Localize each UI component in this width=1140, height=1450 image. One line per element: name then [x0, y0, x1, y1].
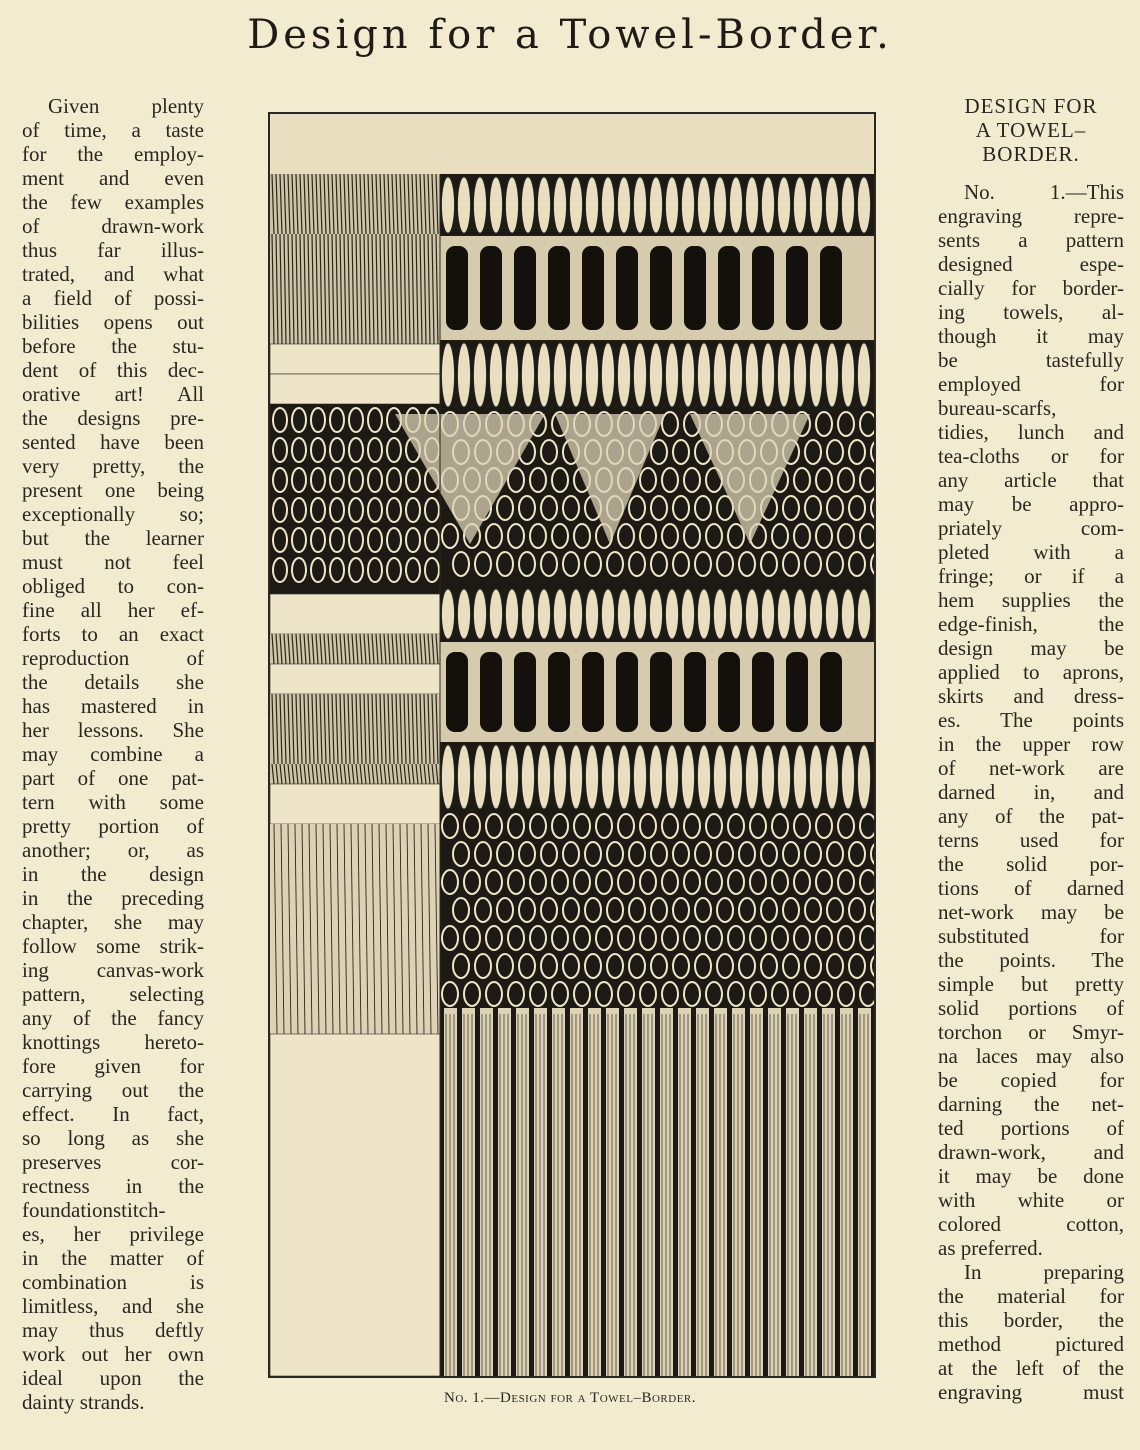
thread-cluster: [554, 343, 567, 407]
thread-cluster: [554, 589, 567, 639]
left-column-line: a field of possi-: [22, 286, 204, 310]
right-column-line: design may be: [938, 636, 1124, 660]
thread-cluster: [554, 745, 567, 809]
dark-opening: [650, 652, 672, 732]
thread-cluster: [602, 343, 615, 407]
thread-cluster: [650, 343, 663, 407]
thread-cluster: [474, 343, 487, 407]
right-column-line: this border, the: [938, 1308, 1124, 1332]
side-heading-line: A TOWEL–: [975, 118, 1087, 142]
thread-cluster: [538, 343, 551, 407]
right-column-line: tidies, lunch and: [938, 420, 1124, 444]
left-column-line: the details she: [22, 670, 204, 694]
right-column-line: na laces may also: [938, 1044, 1124, 1068]
thread-cluster: [762, 745, 775, 809]
thread-band: [270, 694, 440, 764]
dark-opening: [820, 246, 842, 330]
thread-cluster: [490, 745, 503, 809]
right-column-line: in the upper row: [938, 732, 1124, 756]
thread-cluster: [698, 343, 711, 407]
left-column-line: in the preceding: [22, 886, 204, 910]
thread-cluster: [682, 589, 695, 639]
thread-cluster: [730, 589, 743, 639]
thread-cluster: [618, 745, 631, 809]
right-column-line: darned in, and: [938, 780, 1124, 804]
thread-cluster: [794, 589, 807, 639]
right-column-line: sents a pattern: [938, 228, 1124, 252]
thread-cluster: [826, 343, 839, 407]
thread-cluster: [842, 745, 855, 809]
thread-cluster: [698, 589, 711, 639]
thread-cluster: [666, 177, 679, 233]
dark-opening: [582, 652, 604, 732]
left-column-line: before the stu-: [22, 334, 204, 358]
thread-cluster: [794, 177, 807, 233]
thread-cluster: [714, 343, 727, 407]
cloth-band: [270, 344, 440, 374]
right-column-line: any article that: [938, 468, 1124, 492]
left-column-line: thus far illus-: [22, 238, 204, 262]
thread-cluster: [714, 177, 727, 233]
thread-cluster: [842, 177, 855, 233]
thread-cluster: [810, 343, 823, 407]
thread-cluster: [698, 745, 711, 809]
thread-cluster: [602, 745, 615, 809]
left-column-line: carrying out the: [22, 1078, 204, 1102]
thread-cluster: [730, 177, 743, 233]
thread-band: [270, 634, 440, 664]
right-column-line: simple but pretty: [938, 972, 1124, 996]
thread-cluster: [730, 343, 743, 407]
right-column-line: edge-finish, the: [938, 612, 1124, 636]
right-column-line: fringe; or if a: [938, 564, 1124, 588]
right-column-line: though it may: [938, 324, 1124, 348]
left-column-line: the designs pre-: [22, 406, 204, 430]
left-column-line: for the employ-: [22, 142, 204, 166]
thread-cluster: [810, 589, 823, 639]
left-column-line: knottings hereto-: [22, 1030, 204, 1054]
thread-band: [270, 174, 440, 234]
thread-cluster: [666, 745, 679, 809]
thread-cluster: [602, 177, 615, 233]
thread-cluster: [474, 745, 487, 809]
dark-opening: [684, 246, 706, 330]
right-column-line: pleted with a: [938, 540, 1124, 564]
cloth-band: [270, 594, 440, 634]
thread-cluster: [458, 343, 471, 407]
page-title: Design for a Towel-Border.: [247, 12, 893, 58]
thread-cluster: [762, 343, 775, 407]
thread-cluster: [474, 177, 487, 233]
left-column-line: has mastered in: [22, 694, 204, 718]
left-column-line: combination is: [22, 1270, 204, 1294]
right-column-line: at the left of the: [938, 1356, 1124, 1380]
thread-cluster: [746, 343, 759, 407]
right-column-line: ing towels, al-: [938, 300, 1124, 324]
left-column-line: Given plenty: [48, 94, 204, 118]
right-column-line: the material for: [938, 1284, 1124, 1308]
cloth-band: [270, 664, 440, 694]
right-column-line: tions of darned: [938, 876, 1124, 900]
right-column-line: the solid por-: [938, 852, 1124, 876]
thread-cluster: [778, 343, 791, 407]
dark-opening: [752, 246, 774, 330]
left-column-line: must not feel: [22, 550, 204, 574]
thread-cluster: [682, 745, 695, 809]
thread-cluster: [586, 589, 599, 639]
left-column-line: the few examples: [22, 190, 204, 214]
right-column-line: engraving repre-: [938, 204, 1124, 228]
thread-cluster: [842, 589, 855, 639]
thread-cluster: [490, 589, 503, 639]
left-column-line: another; or, as: [22, 838, 204, 862]
right-column-line: hem supplies the: [938, 588, 1124, 612]
left-column-line: bilities opens out: [22, 310, 204, 334]
left-column-line: obliged to con-: [22, 574, 204, 598]
thread-cluster: [506, 745, 519, 809]
right-column-line: designed espe-: [938, 252, 1124, 276]
thread-cluster: [810, 177, 823, 233]
thread-cluster: [634, 343, 647, 407]
thread-cluster: [458, 177, 471, 233]
thread-cluster: [746, 177, 759, 233]
thread-cluster: [650, 177, 663, 233]
thread-cluster: [458, 589, 471, 639]
left-column-line: effect. In fact,: [22, 1102, 204, 1126]
side-heading-line: BORDER.: [982, 142, 1080, 166]
thread-cluster: [570, 589, 583, 639]
left-column-line: forts to an exact: [22, 622, 204, 646]
thread-cluster: [634, 745, 647, 809]
left-column-line: rectness in the: [22, 1174, 204, 1198]
thread-cluster: [730, 745, 743, 809]
thread-cluster: [522, 177, 535, 233]
thread-cluster: [650, 589, 663, 639]
right-column-line: priately com-: [938, 516, 1124, 540]
left-column-line: reproduction of: [22, 646, 204, 670]
dark-opening: [446, 246, 468, 330]
left-column-line: her lessons. She: [22, 718, 204, 742]
dark-opening: [548, 246, 570, 330]
side-heading-line: DESIGN FOR: [964, 94, 1098, 118]
right-column-line: tea-cloths or for: [938, 444, 1124, 468]
dark-opening: [820, 652, 842, 732]
thread-cluster: [714, 745, 727, 809]
left-column-line: very pretty, the: [22, 454, 204, 478]
thread-cluster: [458, 745, 471, 809]
top-hem: [270, 114, 874, 174]
towel-border-engraving: [268, 112, 876, 1378]
thread-cluster: [570, 745, 583, 809]
thread-cluster: [522, 745, 535, 809]
left-column-line: ideal upon the: [22, 1366, 204, 1390]
thread-cluster: [826, 589, 839, 639]
left-column-line: so long as she: [22, 1126, 204, 1150]
right-column-line: skirts and dress-: [938, 684, 1124, 708]
cloth-band: [270, 374, 440, 404]
dark-opening: [480, 246, 502, 330]
right-column-line: torchon or Smyr-: [938, 1020, 1124, 1044]
dark-opening: [480, 652, 502, 732]
drawn-work-illustration: [270, 114, 874, 1376]
left-column-line: sented have been: [22, 430, 204, 454]
dark-opening: [786, 652, 808, 732]
thread-cluster: [490, 177, 503, 233]
thread-cluster: [522, 589, 535, 639]
right-column-line: employed for: [938, 372, 1124, 396]
thread-cluster: [538, 177, 551, 233]
thread-cluster: [810, 745, 823, 809]
side-heading: [938, 94, 1124, 166]
thread-cluster: [442, 343, 455, 407]
thread-cluster: [858, 343, 871, 407]
thread-cluster: [794, 745, 807, 809]
thread-cluster: [602, 589, 615, 639]
right-column-line: engraving must: [938, 1380, 1124, 1404]
thread-cluster: [778, 589, 791, 639]
right-column-line: solid portions of: [938, 996, 1124, 1020]
body-text-right-column: [938, 94, 1124, 1404]
right-column-line: may be appro-: [938, 492, 1124, 516]
left-column-line: ing canvas-work: [22, 958, 204, 982]
right-column-line: terns used for: [938, 828, 1124, 852]
left-column-line: of time, a taste: [22, 118, 204, 142]
right-column-line: drawn-work, and: [938, 1140, 1124, 1164]
thread-cluster: [746, 589, 759, 639]
left-column-line: es, her privilege: [22, 1222, 204, 1246]
thread-cluster: [506, 177, 519, 233]
left-column-line: tern with some: [22, 790, 204, 814]
dark-opening: [446, 652, 468, 732]
right-column-line: any of the pat-: [938, 804, 1124, 828]
left-column-line: ment and even: [22, 166, 204, 190]
left-column-line: pattern, selecting: [22, 982, 204, 1006]
thread-band: [270, 764, 440, 784]
thread-cluster: [506, 589, 519, 639]
thread-cluster: [826, 745, 839, 809]
thread-cluster: [698, 177, 711, 233]
dark-opening: [514, 246, 536, 330]
dark-opening: [650, 246, 672, 330]
left-column-line: may thus deftly: [22, 1318, 204, 1342]
thread-cluster: [714, 589, 727, 639]
right-column-line: In preparing: [964, 1260, 1124, 1284]
thread-cluster: [666, 343, 679, 407]
figure-caption: No. 1.—Design for a Towel–Border.: [443, 1390, 697, 1406]
cloth-band: [270, 1034, 440, 1376]
left-column-line: may combine a: [22, 742, 204, 766]
dark-opening: [582, 246, 604, 330]
left-column-line: limitless, and she: [22, 1294, 204, 1318]
thread-cluster: [570, 343, 583, 407]
dark-opening: [718, 652, 740, 732]
thread-cluster: [442, 589, 455, 639]
right-column-line: applied to aprons,: [938, 660, 1124, 684]
dark-opening: [752, 652, 774, 732]
thread-cluster: [474, 589, 487, 639]
thread-cluster: [586, 177, 599, 233]
dark-opening: [616, 246, 638, 330]
left-column-line: present one being: [22, 478, 204, 502]
thread-cluster: [778, 177, 791, 233]
right-column-line: it may be done: [938, 1164, 1124, 1188]
right-column-line: No. 1.—This: [964, 180, 1124, 204]
thread-cluster: [666, 589, 679, 639]
thread-cluster: [842, 343, 855, 407]
thread-cluster: [762, 177, 775, 233]
left-column-line: follow some strik-: [22, 934, 204, 958]
thread-cluster: [522, 343, 535, 407]
thread-cluster: [778, 745, 791, 809]
left-column-line: any of the fancy: [22, 1006, 204, 1030]
left-column-line: fine all her ef-: [22, 598, 204, 622]
right-column-line: net-work may be: [938, 900, 1124, 924]
right-column-line: ted portions of: [938, 1116, 1124, 1140]
thread-cluster: [618, 177, 631, 233]
left-column-line: but the learner: [22, 526, 204, 550]
thread-cluster: [794, 343, 807, 407]
thread-cluster: [762, 589, 775, 639]
left-column-line: exceptionally so;: [22, 502, 204, 526]
thread-cluster: [554, 177, 567, 233]
thread-cluster: [634, 177, 647, 233]
dark-opening: [718, 246, 740, 330]
thread-cluster: [538, 745, 551, 809]
right-column-line: method pictured: [938, 1332, 1124, 1356]
thread-cluster: [442, 177, 455, 233]
left-column-line: work out her own: [22, 1342, 204, 1366]
body-text-left-column: [22, 94, 204, 1414]
thread-cluster: [858, 177, 871, 233]
left-column-line: in the matter of: [22, 1246, 204, 1270]
thread-cluster: [682, 177, 695, 233]
dark-opening: [786, 246, 808, 330]
right-column-line: cially for border-: [938, 276, 1124, 300]
thread-cluster: [490, 343, 503, 407]
thread-cluster: [570, 177, 583, 233]
left-column-line: chapter, she may: [22, 910, 204, 934]
right-column-line: be copied for: [938, 1068, 1124, 1092]
left-column-line: foundationstitch-: [22, 1198, 166, 1222]
cloth-band: [270, 784, 440, 824]
thread-cluster: [634, 589, 647, 639]
left-column-line: preserves cor-: [22, 1150, 204, 1174]
left-column-line: fore given for: [22, 1054, 204, 1078]
right-column-line: be tastefully: [938, 348, 1124, 372]
thread-cluster: [826, 177, 839, 233]
left-column-line: trated, and what: [22, 262, 204, 286]
dark-opening: [548, 652, 570, 732]
thread-cluster: [650, 745, 663, 809]
right-column-text: [938, 180, 1124, 1404]
dark-opening: [514, 652, 536, 732]
thread-band: [270, 234, 440, 344]
thread-cluster: [858, 589, 871, 639]
left-column-line: in the design: [22, 862, 204, 886]
right-column-line: colored cotton,: [938, 1212, 1124, 1236]
dark-opening: [684, 652, 706, 732]
thread-cluster: [538, 589, 551, 639]
dark-opening: [616, 652, 638, 732]
thread-cluster: [682, 343, 695, 407]
left-column-line: orative art! All: [22, 382, 204, 406]
right-column-line: of net-work are: [938, 756, 1124, 780]
thread-cluster: [858, 745, 871, 809]
right-column-line: darning the net-: [938, 1092, 1124, 1116]
left-column-line: part of one pat-: [22, 766, 204, 790]
left-column-line: dainty strands.: [22, 1390, 145, 1414]
thread-cluster: [586, 745, 599, 809]
right-column-line: with white or: [938, 1188, 1124, 1212]
right-column-line: as preferred.: [938, 1236, 1043, 1260]
right-column-line: bureau-scarfs,: [938, 396, 1057, 420]
right-column-line: es. The points: [938, 708, 1124, 732]
thread-cluster: [442, 745, 455, 809]
left-column-line: of drawn-work: [22, 214, 204, 238]
thread-cluster: [618, 589, 631, 639]
thread-cluster: [506, 343, 519, 407]
right-column-line: the points. The: [938, 948, 1124, 972]
left-column-line: pretty portion of: [22, 814, 204, 838]
right-column-line: substituted for: [938, 924, 1124, 948]
thread-cluster: [586, 343, 599, 407]
left-column-line: dent of this dec-: [22, 358, 204, 382]
thread-cluster: [746, 745, 759, 809]
thread-cluster: [618, 343, 631, 407]
